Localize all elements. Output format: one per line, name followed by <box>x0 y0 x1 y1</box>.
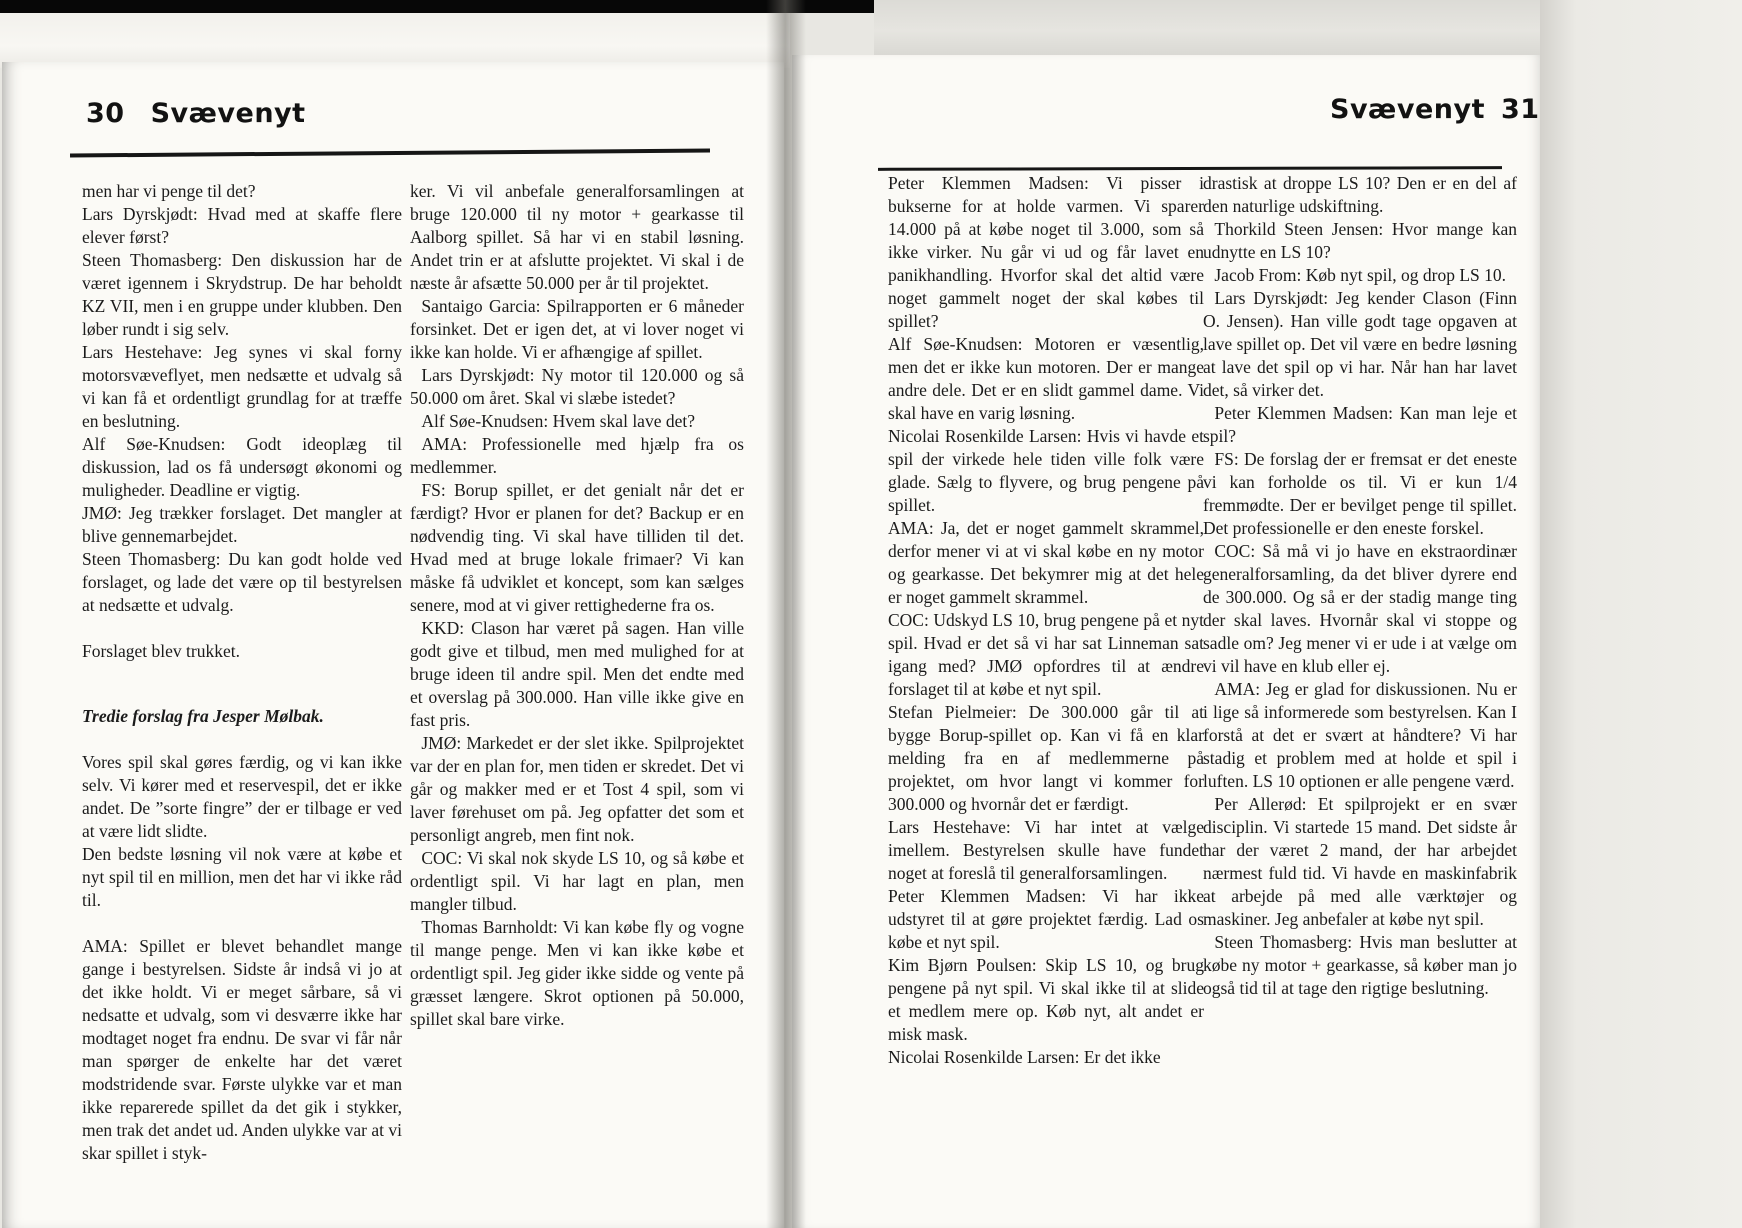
paragraph: JMØ: Jeg trækker forslaget. Det mangler at blive gennemarbejdet. <box>82 503 402 546</box>
paragraph: Santaigo Garcia: Spilrapporten er 6 måneder forsinket. Det er igen det, at vi lover noget vi ikke kan holde. Vi er afhængige af spillet. <box>410 296 744 362</box>
paragraph-spacer <box>82 617 402 640</box>
paragraph: Steen Thomasberg: Du kan godt holde ved forslaget, og lade det være op til bestyrelsen at nedsætte et udvalg. <box>82 549 402 615</box>
page-title-right: Svævenyt <box>1330 94 1485 125</box>
paragraph-spacer <box>82 912 402 935</box>
paragraph: COC: Så må vi jo have en ekstraordinær generalforsamling, da det bliver dyrere end de 300.000. Og så er der stadig mange ting der skal laves. Hvornår skal vi stoppe og sadle om? Jeg mener vi er ude i at vælge om vi vil have en klub eller ej. <box>1203 541 1517 676</box>
paragraph: KKD: Clason har været på sagen. Han ville godt give et tilbud, men med mulighed for at bruge ideen til andre spil. Men det endte med et overslag på 300.000. Han ville ikke give en fast pris. <box>410 618 744 730</box>
paragraph: JMØ: Markedet er der slet ikke. Spilprojektet var der en plan for, men tiden er skredet. Det vi går og makker med er et Tost 4 spil, som vi laver førehuset om på. Jeg opfatter det som et personligt angreb, men fint nok. <box>410 733 744 845</box>
paragraph: Alf Søe-Knudsen: Motoren er væsentlig, men det er ikke kun motoren. Der er mange andre dele. Det er en slidt gammel dame. Vi skal have en varig løsning. <box>888 334 1204 423</box>
paragraph: Kim Bjørn Poulsen: Skip LS 10, og brug pengene på nyt spil. Vi skal ikke til at slide et medlem mere op. Køb nyt, alt andet er misk mask. <box>888 955 1204 1044</box>
book-gutter-shadow <box>766 0 806 1228</box>
text-column-right-page-first <box>888 172 1204 1228</box>
paragraph: Lars Dyrskjødt: Ny motor til 120.000 og så 50.000 om året. Skal vi slæbe istedet? <box>410 365 744 408</box>
text-column-left-page-second <box>410 180 744 1228</box>
paragraph: Den bedste løsning vil nok være at købe et nyt spil til en million, men det har vi ikke råd til. <box>82 844 402 910</box>
text-column-right-page-second <box>1203 172 1517 1228</box>
page-number-left: 30 <box>86 98 125 129</box>
paragraph: Alf Søe-Knudsen: Hvem skal lave det? <box>421 411 695 431</box>
paragraph: FS: De forslag der er fremsat er det eneste vi kan forholde os til. Vi er kun 1/4 fremmødte. Der er bevilget penge til spillet. Det professionelle er den eneste forskel. <box>1203 449 1517 538</box>
scanner-right-margin <box>1540 0 1742 1228</box>
paragraph-spacer <box>82 663 402 705</box>
page-header-left <box>86 98 306 129</box>
paragraph: Lars Dyrskjødt: Hvad med at skaffe flere elever først? <box>82 204 402 247</box>
page-header-right <box>1330 94 1540 125</box>
paragraph: Nicolai Rosenkilde Larsen: Er det ikke <box>888 1047 1161 1067</box>
section-heading: Tredie forslag fra Jesper Mølbak. <box>82 706 324 726</box>
paragraph: Lars Dyrskjødt: Jeg kender Clason (Finn O. Jensen). Han ville godt tage opgaven at lave spillet op. Det vil være en bedre løsning at lave det spil op vi har. Når han har lavet det, så virker det. <box>1203 288 1517 400</box>
paragraph: men har vi penge til det? <box>82 181 256 201</box>
paragraph: Peter Klemmen Madsen: Vi pisser i bukserne for at holde varmen. Vi sparer 14.000 på at købe noget til 3.000, som så ikke virker. Nu går vi ud og får lavet en panikhandling. Hvorfor skal det altid være noget gammelt noget der skal købes til spillet? <box>888 173 1204 331</box>
paragraph: Per Allerød: Et spilprojekt er en svær disciplin. Vi startede 15 mand. Det sidste år har der været 2 mand, der har arbejdet nærmest fuld tid. Vi havde en maskinfabrik at arbejde på med alle værktøjer og maskiner. Jeg anbefaler at købe nyt spil. <box>1203 794 1517 929</box>
paragraph-spacer <box>82 728 402 751</box>
text-column-left-page-first <box>82 180 402 1228</box>
page-title-left: Svævenyt <box>150 98 306 129</box>
paragraph: drastisk at droppe LS 10? Den er en del af den naturlige udskiftning. <box>1203 173 1517 216</box>
paragraph: Thorkild Steen Jensen: Hvor mange kan udnytte en LS 10? <box>1203 219 1517 262</box>
paragraph: AMA: Professionelle med hjælp fra os medlemmer. <box>410 434 744 477</box>
scanner-top-left-area <box>0 13 790 68</box>
paragraph: COC: Vi skal nok skyde LS 10, og så købe et ordentligt spil. Vi har lagt en plan, men mangler tilbud. <box>410 848 744 914</box>
paragraph: Nicolai Rosenkilde Larsen: Hvis vi havde et spil der virkede hele tiden ville folk være glade. Sælg to flyvere, og brug pengene på spillet. <box>888 426 1204 515</box>
paragraph: Steen Thomasberg: Den diskussion har de været igennem i Skrydstrup. De har beholdt KZ VII, men i en gruppe under klubben. Den løber rundt i sig selv. <box>82 250 402 339</box>
page-number-right: 31 <box>1500 94 1540 125</box>
paragraph: AMA: Spillet er blevet behandlet mange gange i bestyrelsen. Sidste år indså vi jo at det ikke holdt. Vi er meget sårbare, så vi nedsatte et udvalg, som vi desværre ikke har modtaget noget fra endnu. De svar vi får når man spørger de enkelte har det været modstridende svar. Første ulykke var et man ikke reparerede spillet da det gik i stykker, men trak det andet ud. Anden ulykke var at vi skar spillet i styk- <box>82 936 402 1163</box>
paragraph: Peter Klemmen Madsen: Kan man leje et spil? <box>1203 403 1517 446</box>
paragraph: AMA: Jeg er glad for diskussionen. Nu er i lige så informerede som bestyrelsen. Kan I forstå at det er svært at håndtere? Vi har stadig et problem med at holde et spil i luften. LS 10 optionen er alle pengene værd. <box>1203 679 1517 791</box>
paragraph: Vores spil skal gøres færdig, og vi kan ikke selv. Vi kører med et reservespil, det er ikke andet. De ”sorte fingre” der er tilbage er ved at være lidt slidte. <box>82 752 402 841</box>
paragraph: Peter Klemmen Madsen: Vi har ikke udstyret til at gøre projektet færdig. Lad os købe et nyt spil. <box>888 886 1204 952</box>
paragraph: Forslaget blev trukket. <box>82 641 240 661</box>
paragraph: ker. Vi vil anbefale generalforsamlingen at bruge 120.000 til ny motor + gearkasse til Aalborg spillet. Så har vi en stabil løsning. Andet trin er at afslutte projektet. Vi skal i de næste år afsætte 50.000 per år til projektet. <box>410 181 744 293</box>
scanner-edge-strip <box>0 0 874 13</box>
paragraph: Stefan Pielmeier: De 300.000 går til at bygge Borup-spillet op. Kan vi få en klar melding fra en af medlemmerne på projektet, om hvor langt vi kommer for 300.000 og hvornår det er færdigt. <box>888 702 1204 814</box>
paragraph: Steen Thomasberg: Hvis man beslutter at købe ny motor + gearkasse, så køber man jo også tid til at tage den rigtige beslutning. <box>1203 932 1517 998</box>
paragraph: Thomas Barnholdt: Vi kan købe fly og vogne til mange penge. Men vi kan ikke købe et ordentligt spil. Jeg gider ikke sidde og vente på græsset længere. Skrot optionen på 50.000, spillet skal bare virke. <box>410 917 744 1029</box>
paragraph: Lars Hestehave: Vi har intet at vælge imellem. Bestyrelsen skulle have fundet noget at foreslå til generalforsamlingen. <box>888 817 1204 883</box>
paragraph: Jacob From: Køb nyt spil, og drop LS 10. <box>1214 265 1507 285</box>
paragraph: FS: Borup spillet, er det genialt når det er færdigt? Hvor er planen for det? Backup er en nødvendig ting. Vi skal have tilliden til det. Hvad med at bruge lokale frimaer? Vi kan måske få udviklet et koncept, som kan sælges senere, mod at vi giver rettighederne fra os. <box>410 480 744 615</box>
paragraph: Alf Søe-Knudsen: Godt ideoplæg til diskussion, lad os få undersøgt økonomi og muligheder. Deadline er vigtig. <box>82 434 402 500</box>
paragraph: Lars Hestehave: Jeg synes vi skal forny motorsvæveflyet, men nedsætte et udvalg så vi kan få et ordentligt grundlag for at træffe en beslutning. <box>82 342 402 431</box>
paragraph: COC: Udskyd LS 10, brug pengene på et nyt spil. Hvad er det så vi har sat Linneman sat igang med? JMØ opfordres til at ændre forslaget til at købe et nyt spil. <box>888 610 1204 699</box>
paragraph: AMA: Ja, det er noget gammelt skrammel, derfor mener vi at vi skal købe en ny motor og gearkasse. Det bekymrer mig at det hele er noget gammelt skrammel. <box>888 518 1204 607</box>
